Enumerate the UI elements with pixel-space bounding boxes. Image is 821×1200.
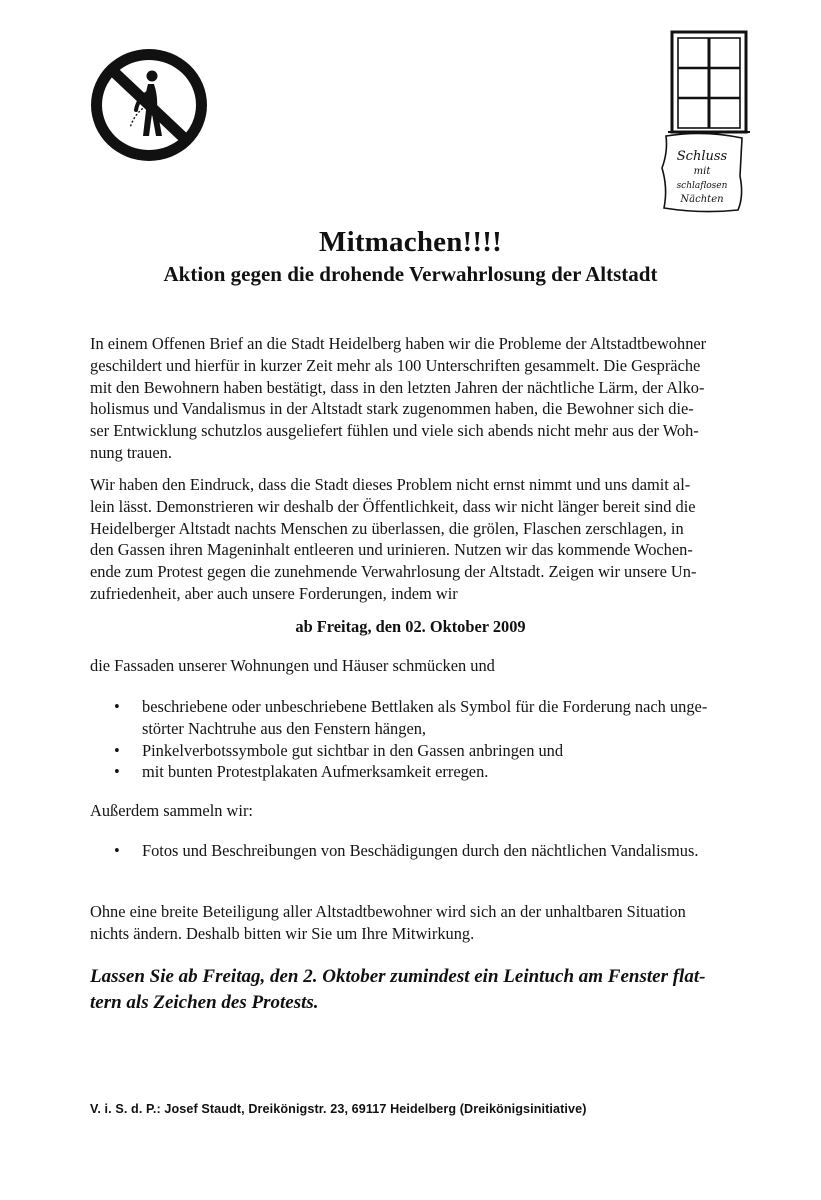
- list-item-line: beschriebene oder unbeschriebene Bettlaken als Symbol für die Forderung nach unge-: [142, 697, 708, 716]
- paragraph-line: holismus und Vandalismus in der Altstadt stark zugenommen haben, die Bewohner sich die-: [90, 399, 694, 419]
- bullet: •: [114, 841, 120, 860]
- paragraph-line: den Gassen ihren Mageninhalt entleeren und urinieren. Nutzen wir das kommende Wochen-: [90, 540, 693, 560]
- window-sign-line-4: Nächten: [680, 194, 724, 205]
- lead-text-facades: die Fassaden unserer Wohnungen und Häuser schmücken und: [90, 656, 495, 675]
- paragraph-line: Ohne eine breite Beteiligung aller Altstadtbewohner wird sich an der unhaltbaren Situation: [90, 902, 686, 921]
- list-item: [90, 761, 760, 783]
- closing-appeal: [90, 964, 770, 1016]
- paragraph-line: ser Entwicklung schutzlos ausgeliefert fühlen und viele sich abends nicht mehr aus der Woh-: [90, 421, 699, 441]
- window-sign-line-3: schlaflosen: [676, 181, 728, 191]
- action-list: [90, 696, 760, 783]
- date-line: ab Freitag, den 02. Oktober 2009: [295, 617, 526, 636]
- bullet: •: [114, 762, 120, 782]
- paragraph-line: Heidelberger Altstadt nachts Menschen zu überlassen, die grölen, Flaschen zerschlagen, in: [90, 518, 684, 538]
- window-sketch-icon: [656, 28, 752, 218]
- window-sign-line-2: mit: [693, 166, 711, 177]
- list-item-line: störter Nachtruhe aus den Fenstern hängen,: [142, 718, 427, 738]
- list-item: [90, 840, 760, 862]
- bullet: •: [114, 740, 120, 760]
- paragraph-line: ende zum Protest gegen die zunehmende Verwahrlosung der Altstadt. Zeigen wir unsere Un-: [90, 562, 697, 582]
- paragraph-participation: [90, 901, 750, 945]
- collect-list: [90, 840, 760, 862]
- paragraph-line: In einem Offenen Brief an die Stadt Heidelberg haben wir die Probleme der Altstadtbewohner: [90, 334, 707, 353]
- paragraph-intro: [90, 333, 750, 464]
- list-item: [90, 696, 760, 740]
- bullet: •: [114, 697, 120, 716]
- paragraph-line: nichts ändern. Deshalb bitten wir Sie um Ihre Mitwirkung.: [90, 923, 475, 943]
- list-item-line: Fotos und Beschreibungen von Beschädigungen durch den nächtlichen Vandalismus.: [142, 841, 699, 860]
- no-urinating-sign-icon: [86, 44, 212, 166]
- imprint-footer: V. i. S. d. P.: Josef Staudt, Dreikönigstr. 23, 69117 Heidelberg (Dreikönigsinitiative): [90, 1102, 587, 1116]
- paragraph-call-to-action: [90, 474, 750, 605]
- paragraph-line: mit den Bewohnern haben bestätigt, dass in den letzten Jahren der nächtliche Lärm, der Alko-: [90, 377, 705, 397]
- lead-text-collect: Außerdem sammeln wir:: [90, 801, 253, 820]
- page-title: Mitmachen!!!!: [319, 226, 502, 258]
- paragraph-line: geschildert und hierfür in kurzer Zeit mehr als 100 Unterschriften gesammelt. Die Gespräche: [90, 355, 701, 375]
- paragraph-line: Wir haben den Eindruck, dass die Stadt dieses Problem nicht ernst nimmt und uns damit al-: [90, 475, 691, 494]
- page-subtitle: Aktion gegen die drohende Verwahrlosung der Altstadt: [163, 262, 658, 286]
- paragraph-line: zufriedenheit, aber auch unsere Forderungen, indem wir: [90, 583, 458, 603]
- list-item: [90, 740, 760, 762]
- list-item-line: mit bunten Protestplakaten Aufmerksamkeit erregen.: [142, 762, 489, 782]
- paragraph-line: lein lässt. Demonstrieren wir deshalb der Öffentlichkeit, dass wir nicht länger bereit sind die: [90, 496, 696, 516]
- closing-line: Lassen Sie ab Freitag, den 2. Oktober zumindest ein Leintuch am Fenster flat-: [90, 966, 706, 987]
- closing-line: tern als Zeichen des Protests.: [90, 992, 319, 1013]
- window-sign-line-1: Schluss: [676, 149, 728, 164]
- list-item-line: Pinkelverbotssymbole gut sichtbar in den Gassen anbringen und: [142, 740, 564, 760]
- paragraph-line: nung trauen.: [90, 442, 172, 462]
